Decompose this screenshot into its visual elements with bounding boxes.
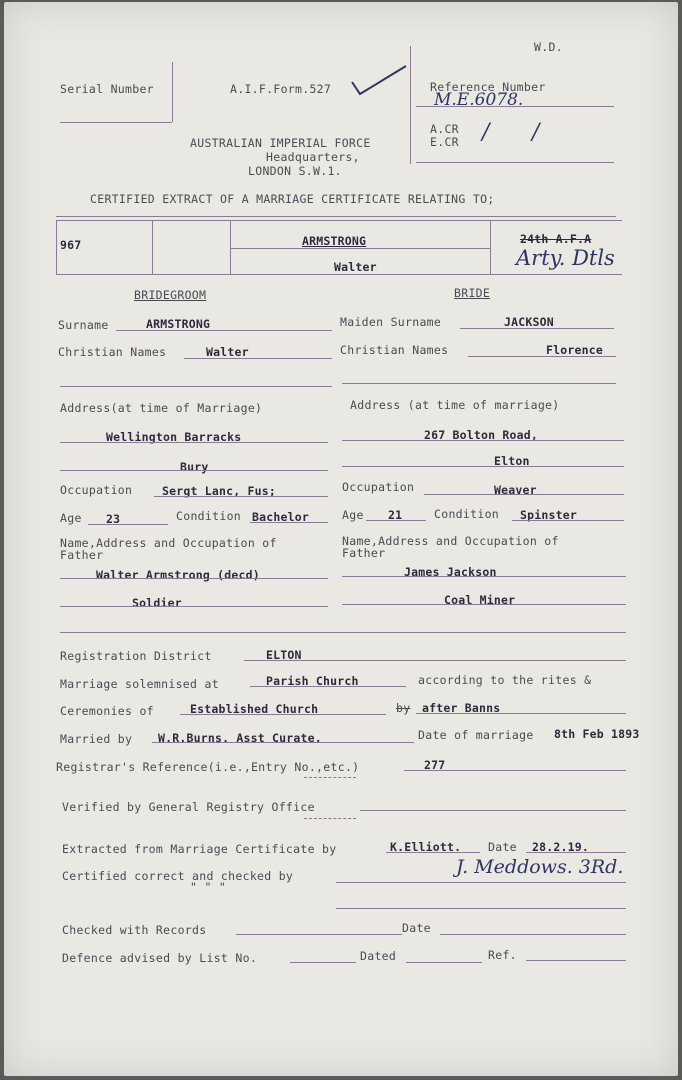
defence-label: Defence advised by List No. xyxy=(62,951,258,965)
bride-address-1: 267 Bolton Road, xyxy=(424,428,538,442)
rites-label: according to the rites & xyxy=(418,673,592,687)
groom-blank-line xyxy=(60,386,332,387)
bride-occupation: Weaver xyxy=(494,483,537,497)
checked-line xyxy=(236,934,402,935)
bride-condition: Spinster xyxy=(520,508,577,522)
id-box-left xyxy=(56,220,57,274)
date-of-marriage-value: 8th Feb 1893 xyxy=(554,727,640,741)
wd-mark: W.D. xyxy=(534,40,563,54)
extracted-date: 28.2.19. xyxy=(532,840,589,854)
registrar-value: 277 xyxy=(424,758,446,772)
document-title: CERTIFIED EXTRACT OF A MARRIAGE CERTIFICATE RELATING TO; xyxy=(90,192,495,206)
ecr-label: E.CR xyxy=(430,135,459,149)
groom-surname: ARMSTRONG xyxy=(146,317,211,331)
groom-occupation-line xyxy=(154,496,328,497)
groom-address-label: Address(at time of Marriage) xyxy=(60,401,263,415)
ceremonies-value: Established Church xyxy=(190,702,319,716)
verified-label: Verified by General Registry Office xyxy=(62,800,315,814)
ceremonies-line xyxy=(180,714,386,715)
groom-christian-label: Christian Names xyxy=(58,345,167,359)
reference-number-label: Reference Number xyxy=(430,80,546,94)
groom-condition-line xyxy=(250,522,328,523)
married-by-line xyxy=(152,742,414,743)
checked-date-line xyxy=(440,934,626,935)
married-by-label: Married by xyxy=(60,732,133,746)
bride-father-name: James Jackson xyxy=(404,565,497,579)
bride-surname: JACKSON xyxy=(504,315,554,329)
id-box-top xyxy=(56,220,622,221)
groom-condition-label: Condition xyxy=(176,509,242,523)
id-surname: ARMSTRONG xyxy=(302,234,367,248)
unit-struck-out: 24th A.F.A xyxy=(520,232,592,246)
certifier-signature: J. Meddows. 3Rd. xyxy=(456,856,624,878)
bride-father-occ-line xyxy=(342,604,626,605)
id-box-div-1 xyxy=(152,220,153,274)
bride-condition-line xyxy=(512,520,624,521)
bride-father-line xyxy=(342,576,626,577)
acr-label: A.CR xyxy=(430,122,459,136)
org-line-3: LONDON S.W.1. xyxy=(248,164,342,178)
banns-line xyxy=(416,713,626,714)
groom-christian: Walter xyxy=(206,345,249,359)
id-box-mid-rule xyxy=(230,248,490,249)
bride-address-2: Elton xyxy=(494,454,530,468)
groom-occupation: Sergt Lanc, Fus; xyxy=(162,484,276,498)
registrar-dash xyxy=(304,777,356,778)
certified-line xyxy=(336,882,626,883)
registrar-label: Registrar's Reference(i.e.,Entry No.,etc.) xyxy=(56,760,360,774)
groom-age-line xyxy=(88,524,168,525)
groom-father-label-2: Father xyxy=(60,548,104,562)
ceremonies-label: Ceremonies of xyxy=(60,704,154,718)
serial-box-right xyxy=(172,62,173,122)
groom-address-1: Wellington Barracks xyxy=(106,430,242,444)
groom-surname-line xyxy=(116,330,332,331)
bride-occupation-line xyxy=(424,494,624,495)
extracted-label: Extracted from Marriage Certificate by xyxy=(62,842,337,856)
org-line-1: AUSTRALIAN IMPERIAL FORCE xyxy=(190,136,371,150)
bride-blank-line xyxy=(342,383,616,384)
ref-line xyxy=(526,960,626,961)
service-number: 967 xyxy=(60,238,82,252)
verified-line xyxy=(360,810,626,811)
extracted-by: K.Elliott. xyxy=(390,840,462,854)
groom-condition: Bachelor xyxy=(252,510,309,524)
verified-dash xyxy=(304,818,356,819)
ditto-marks: " " " xyxy=(190,880,227,894)
bride-address-2-line xyxy=(342,466,624,467)
ecr-value: / xyxy=(532,120,540,145)
serial-number-label: Serial Number xyxy=(60,82,154,96)
title-rule xyxy=(56,216,616,217)
certified-line-2 xyxy=(336,908,626,909)
bride-address-1-line xyxy=(342,440,624,441)
reference-box-left xyxy=(410,46,411,164)
groom-father-occ-line xyxy=(60,606,328,607)
solemnised-line xyxy=(250,686,406,687)
checked-date-label: Date xyxy=(402,921,431,935)
unit-handwritten: Arty. Dtls xyxy=(516,246,615,270)
groom-christian-line xyxy=(184,358,332,359)
extracted-date-line xyxy=(526,852,626,853)
certificate-sheet xyxy=(4,2,678,1076)
certified-label: Certified correct and checked by xyxy=(62,869,294,883)
groom-father-occupation: Soldier xyxy=(132,596,182,610)
bride-condition-label: Condition xyxy=(434,507,500,521)
registrar-line xyxy=(404,770,626,771)
checked-label: Checked with Records xyxy=(62,923,207,937)
groom-surname-label: Surname xyxy=(58,318,109,332)
extracted-date-label: Date xyxy=(488,840,517,854)
date-of-marriage-label: Date of marriage xyxy=(418,728,534,742)
banns-value: after Banns xyxy=(422,701,501,715)
groom-father-name: Walter Armstrong (decd) xyxy=(96,568,260,582)
defence-list-line xyxy=(290,962,356,963)
solemnised-label: Marriage solemnised at xyxy=(60,677,219,691)
check-mark-icon xyxy=(350,64,410,98)
bride-father-label-1: Name,Address and Occupation of xyxy=(342,534,559,548)
bride-father-label-2: Father xyxy=(342,546,386,560)
bride-christian: Florence xyxy=(546,343,603,357)
bride-surname-label: Maiden Surname xyxy=(340,315,442,329)
bride-age-label: Age xyxy=(342,508,364,522)
married-by-value: W.R.Burns. Asst Curate. xyxy=(158,731,322,745)
ref-label: Ref. xyxy=(488,948,517,962)
bride-christian-line xyxy=(468,356,616,357)
dated-label: Dated xyxy=(360,949,397,963)
bride-age: 21 xyxy=(388,508,403,522)
reference-number-value: M.E.6078. xyxy=(434,90,524,110)
district-label: Registration District xyxy=(60,649,212,663)
father-blank-line xyxy=(60,632,626,633)
acr-value: / xyxy=(482,120,490,145)
form-number: A.I.F.Form.527 xyxy=(230,82,332,96)
solemnised-value: Parish Church xyxy=(266,674,359,688)
bride-heading: BRIDE xyxy=(454,286,491,300)
bride-occupation-label: Occupation xyxy=(342,480,415,494)
groom-occupation-label: Occupation xyxy=(60,483,133,497)
dated-line xyxy=(406,962,482,963)
extracted-by-line xyxy=(386,852,480,853)
bride-father-occupation: Coal Miner xyxy=(444,593,516,607)
bride-age-line xyxy=(366,520,426,521)
groom-age: 23 xyxy=(106,512,121,526)
reference-underline xyxy=(416,106,614,107)
groom-father-line xyxy=(60,578,328,579)
org-line-2: Headquarters, xyxy=(266,150,360,164)
bride-surname-line xyxy=(460,328,614,329)
groom-age-label: Age xyxy=(60,511,82,525)
bride-christian-label: Christian Names xyxy=(340,343,449,357)
id-box-div-2 xyxy=(230,220,231,274)
id-box-bottom xyxy=(56,274,622,275)
bridegroom-heading: BRIDEGROOM xyxy=(134,288,207,302)
id-box-div-3 xyxy=(490,220,491,274)
id-given-name: Walter xyxy=(334,260,377,274)
by-struck: by xyxy=(396,701,411,715)
bride-address-label: Address (at time of marriage) xyxy=(350,398,560,412)
groom-address-2-line xyxy=(60,470,328,471)
reference-box-bottom xyxy=(416,162,614,163)
groom-father-label-1: Name,Address and Occupation of xyxy=(60,536,277,550)
district-value: ELTON xyxy=(266,648,302,662)
serial-box-bottom xyxy=(60,122,172,123)
district-line xyxy=(244,660,626,661)
groom-address-1-line xyxy=(60,442,328,443)
groom-address-2: Bury xyxy=(180,460,209,474)
